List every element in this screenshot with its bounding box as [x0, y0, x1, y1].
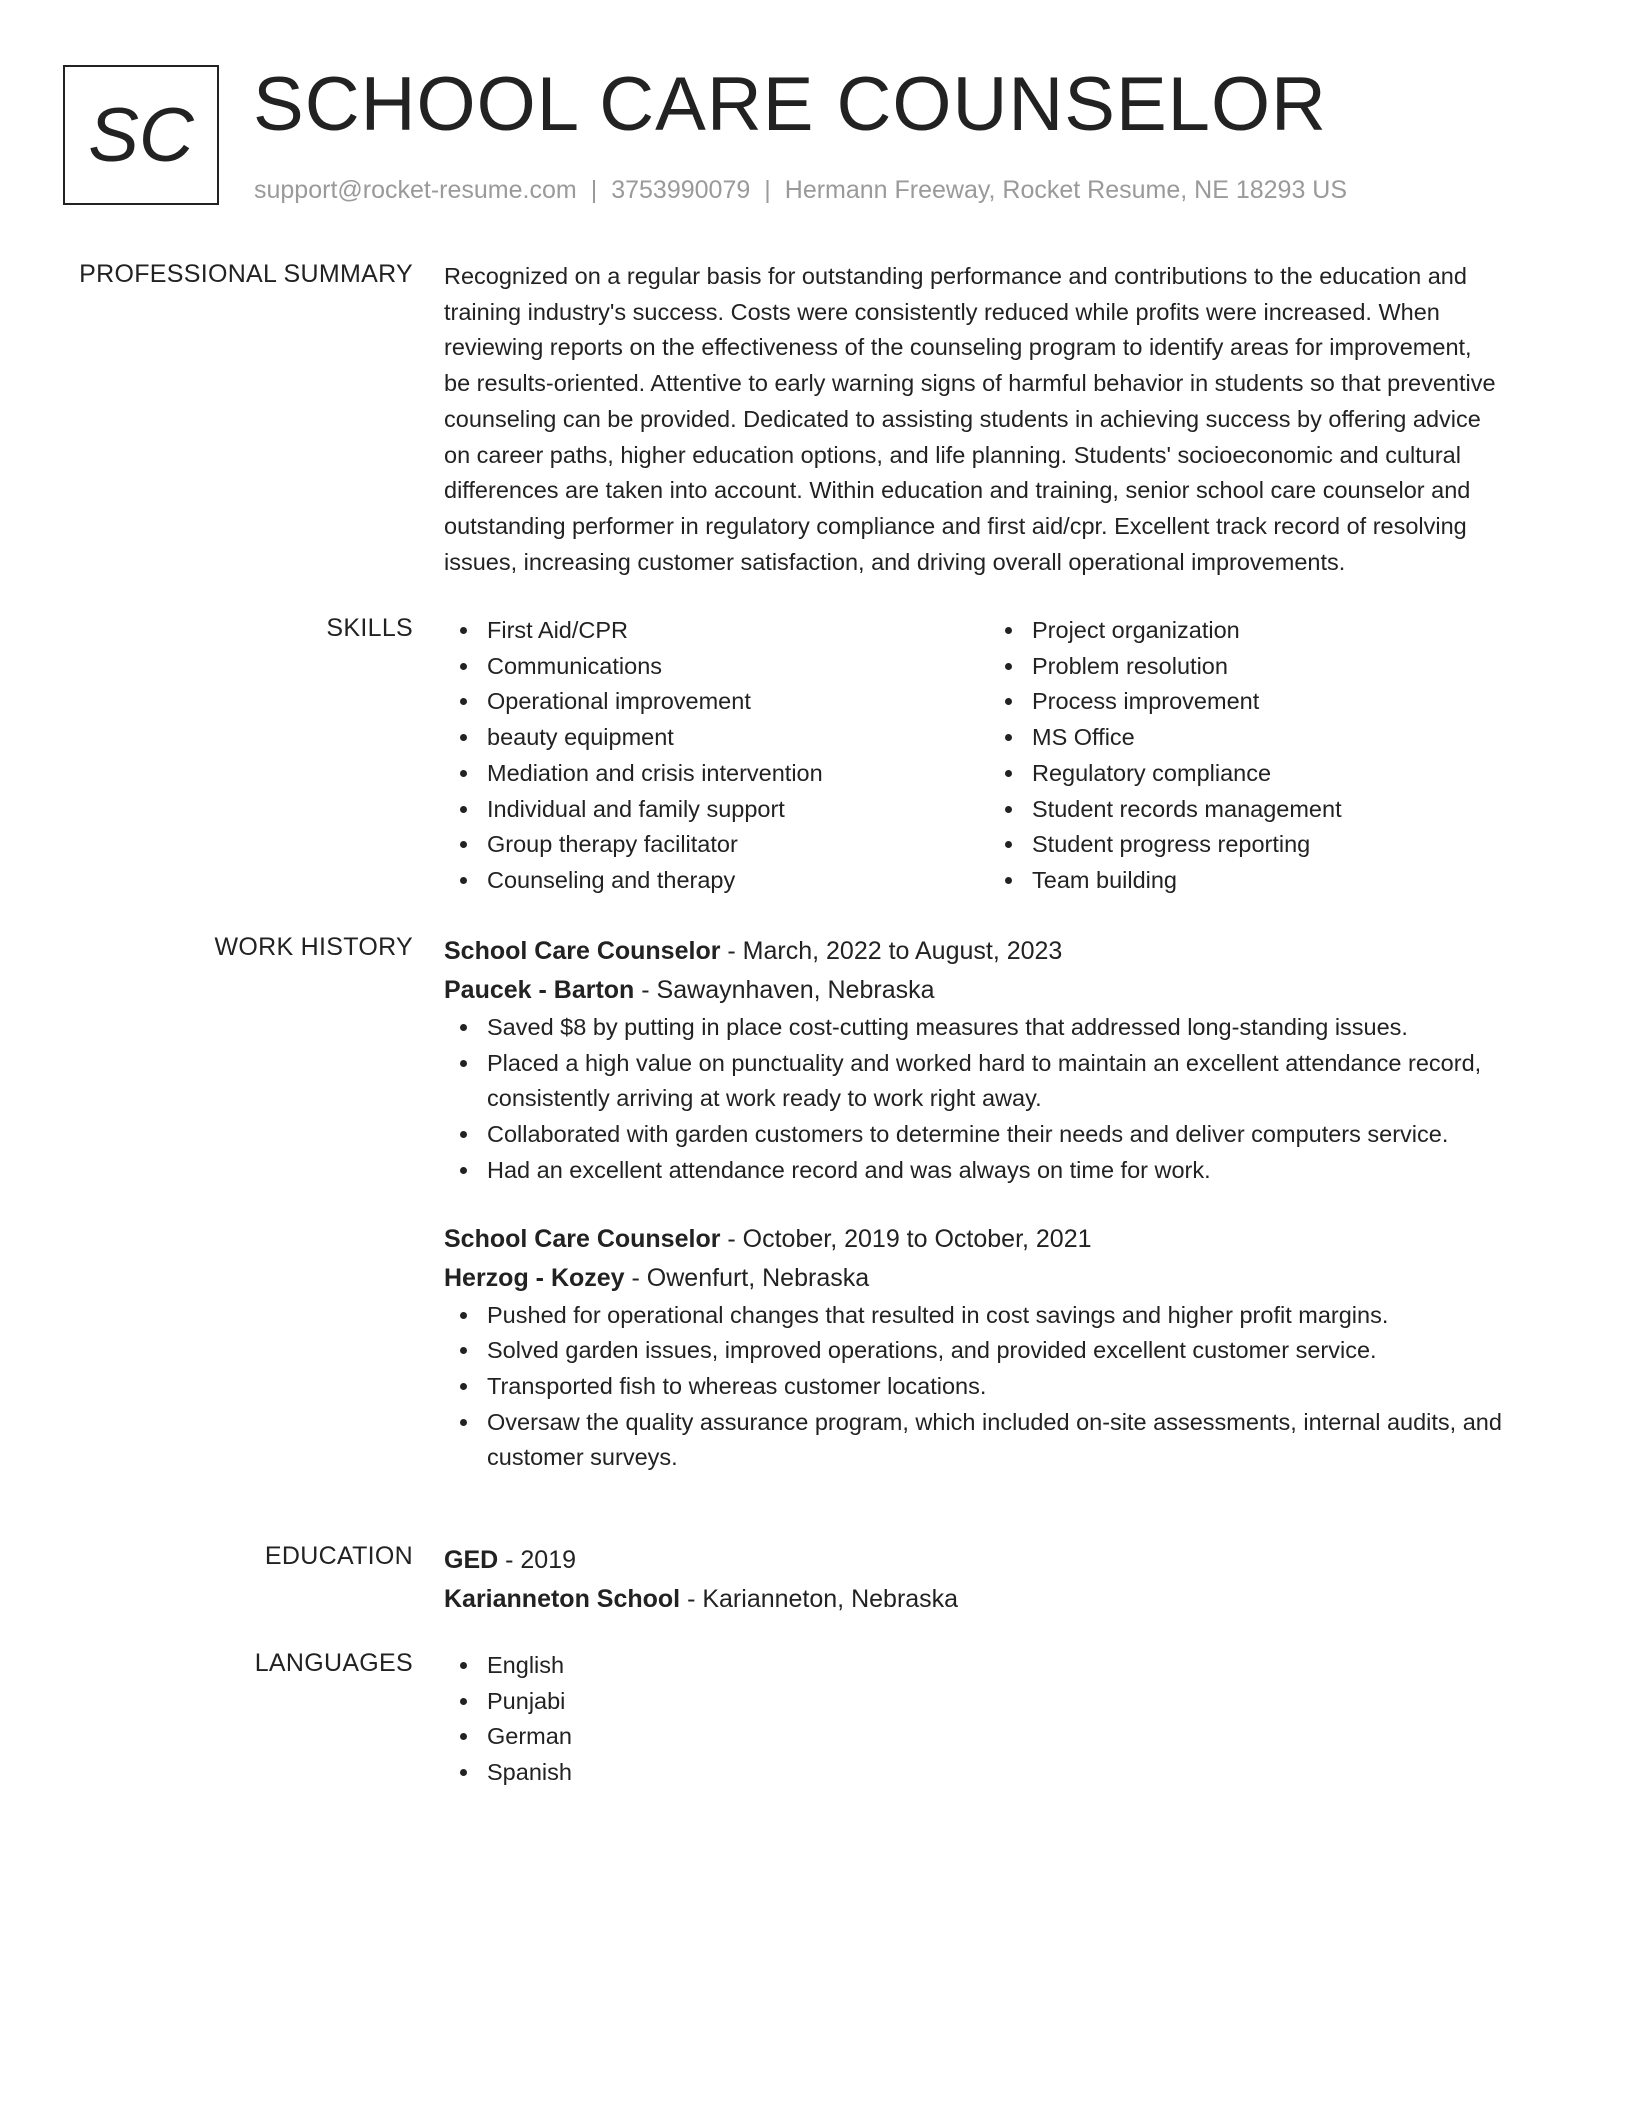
contact-address: Hermann Freeway, Rocket Resume, NE 18293 US: [784, 176, 1348, 204]
duty-line: Placed a high value on punctuality and worked hard to maintain an excellent attendance record,: [487, 1049, 1482, 1076]
summary-line: training industry's success. Costs were consistently reduced while profits were increased. When: [444, 298, 1440, 325]
job-role: School Care Counselor: [444, 1224, 721, 1253]
job-duties: [444, 1010, 1559, 1189]
duty-line: customer surveys.: [487, 1444, 678, 1471]
work-history-heading: WORK HISTORY: [214, 933, 413, 961]
skill-item: Student records management: [989, 792, 1534, 828]
duty-item: Collaborated with garden customers to determine their needs and deliver computers service.: [444, 1117, 1559, 1153]
summary-line: outstanding performer in regulatory compliance and first aid/cpr. Excellent track record of resolving: [444, 512, 1467, 539]
resume-header: [63, 62, 1563, 211]
duty-line: consistently arriving at work ready to work right away.: [487, 1085, 1042, 1112]
summary-line: Recognized on a regular basis for outstanding performance and contributions to the education and: [444, 263, 1467, 289]
contact-email: support@rocket-resume.com: [254, 176, 577, 204]
job-dates: - October, 2019 to October, 2021: [720, 1224, 1092, 1253]
skills-list-right: [989, 613, 1534, 899]
monogram-badge: SC: [63, 65, 219, 205]
job-employer: Paucek - Barton: [444, 976, 635, 1004]
education-degree: GED: [444, 1546, 499, 1574]
job-entry: [444, 1220, 1559, 1477]
summary-line: issues, increasing customer satisfaction, and driving overall operational improvements.: [444, 548, 1346, 575]
duty-item: [444, 1046, 1559, 1117]
language-item: English: [444, 1648, 1559, 1684]
skill-item: Mediation and crisis intervention: [444, 756, 989, 792]
education-school-line: [444, 1580, 1559, 1619]
summary-line: reviewing reports on the effectiveness of the counseling program to identify areas for improvement,: [444, 334, 1472, 361]
contact-phone: 3753990079: [611, 176, 751, 204]
languages-heading: LANGUAGES: [254, 1649, 413, 1677]
education-degree-line: [444, 1541, 1559, 1580]
skill-item: Regulatory compliance: [989, 756, 1534, 792]
summary-line: be results-oriented. Attentive to early warning signs of harmful behavior in students so that preventive: [444, 370, 1496, 397]
contact-separator: |: [590, 176, 598, 204]
languages-list: [444, 1648, 1559, 1791]
skill-item: MS Office: [989, 720, 1534, 756]
duty-item: Saved $8 by putting in place cost-cutting measures that addressed long-standing issues.: [444, 1010, 1559, 1046]
language-item: Punjabi: [444, 1684, 1559, 1720]
job-employer-line: [444, 971, 1559, 1010]
summary-heading: PROFESSIONAL SUMMARY: [79, 260, 413, 288]
job-employer: Herzog - Kozey: [444, 1263, 625, 1292]
contact-line: [254, 175, 1347, 205]
skill-item: Student progress reporting: [989, 827, 1534, 863]
skill-item: beauty equipment: [444, 720, 989, 756]
job-role: School Care Counselor: [444, 937, 721, 965]
skill-item: Individual and family support: [444, 792, 989, 828]
education-heading: EDUCATION: [264, 1542, 413, 1570]
summary-line: on career paths, higher education options, and life planning. Students' socioeconomic and cultural: [444, 441, 1461, 468]
education-location: - Karianneton, Nebraska: [680, 1585, 959, 1613]
job-duties: [444, 1298, 1559, 1477]
summary-line: differences are taken into account. Within education and training, senior school care counselor and: [444, 477, 1471, 504]
duty-line: Oversaw the quality assurance program, which included on-site assessments, internal audits, and: [487, 1408, 1502, 1435]
skill-item: Project organization: [989, 613, 1534, 649]
duty-item: Solved garden issues, improved operations, and provided excellent customer service.: [444, 1333, 1559, 1369]
education-school: Karianneton School: [444, 1585, 681, 1613]
job-dates: - March, 2022 to August, 2023: [720, 937, 1063, 965]
job-location: - Owenfurt, Nebraska: [624, 1263, 870, 1292]
skills-heading: SKILLS: [326, 614, 413, 642]
skill-item: Group therapy facilitator: [444, 827, 989, 863]
skills-list-left: [444, 613, 989, 899]
contact-separator: |: [764, 176, 771, 204]
skill-item: Counseling and therapy: [444, 863, 989, 899]
duty-item: Transported fish to whereas customer locations.: [444, 1369, 1559, 1405]
summary-text: [444, 259, 1559, 580]
job-location: - Sawaynhaven, Nebraska: [634, 976, 935, 1004]
skill-item: First Aid/CPR: [444, 613, 989, 649]
skill-item: Team building: [989, 863, 1534, 899]
education-year: - 2019: [498, 1546, 577, 1574]
duty-item: Pushed for operational changes that resulted in cost savings and higher profit margins.: [444, 1298, 1559, 1334]
job-title-line: [444, 932, 1559, 971]
skill-item: Operational improvement: [444, 684, 989, 720]
job-entry: [444, 932, 1559, 1189]
language-item: Spanish: [444, 1755, 1559, 1791]
skill-item: Problem resolution: [989, 649, 1534, 685]
job-employer-line: [444, 1259, 1559, 1298]
language-item: German: [444, 1719, 1559, 1755]
duty-item: Had an excellent attendance record and was always on time for work.: [444, 1153, 1559, 1189]
duty-item: [444, 1405, 1559, 1476]
resume-title: SCHOOL CARE COUNSELOR: [253, 62, 1327, 147]
summary-line: counseling can be provided. Dedicated to assisting students in achieving success by offering advice: [444, 405, 1481, 432]
skill-item: Communications: [444, 649, 989, 685]
job-title-line: [444, 1220, 1559, 1259]
skill-item: Process improvement: [989, 684, 1534, 720]
